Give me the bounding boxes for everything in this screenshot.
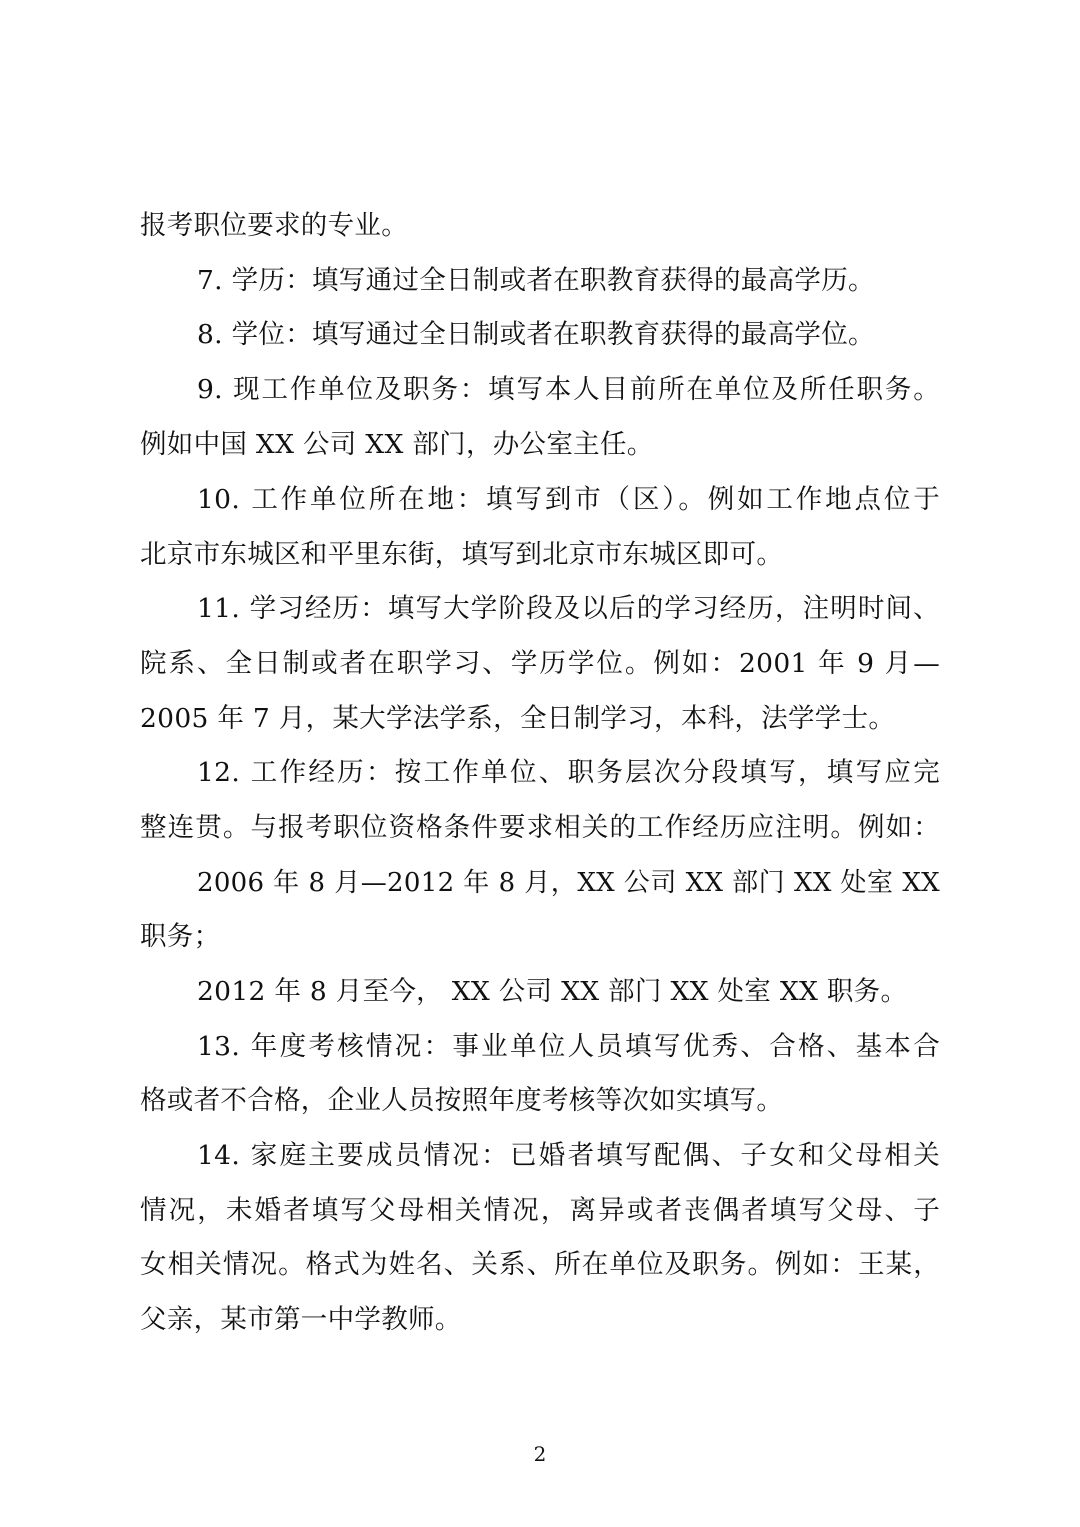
text-line: 14. 家庭主要成员情况：已婚者填写配偶、子女和父母相关 — [197, 1140, 940, 1171]
text-line: 2006 年 8 月—2012 年 8 月，XX 公司 XX 部门 XX 处室 XX — [197, 868, 940, 898]
text-line: 整连贯。与报考职位资格条件要求相关的工作经历应注明。例如： — [140, 812, 940, 843]
text-line: 11. 学习经历：填写大学阶段及以后的学习经历，注明时间、 — [197, 593, 940, 624]
text-line: 7. 学历：填写通过全日制或者在职教育获得的最高学历。 — [197, 265, 875, 296]
text-line: 职务； — [140, 921, 221, 952]
text-line: 2012 年 8 月至今， XX 公司 XX 部门 XX 处室 XX 职务。 — [197, 976, 908, 1007]
text-line: 院系、全日制或者在职学习、学历学位。例如：2001 年 9 月— — [140, 648, 940, 679]
text-line: 父亲，某市第一中学教师。 — [140, 1304, 462, 1335]
text-line: 8. 学位：填写通过全日制或者在职教育获得的最高学位。 — [197, 319, 875, 350]
text-line: 北京市东城区和平里东街，填写到北京市东城区即可。 — [140, 539, 784, 570]
page-number: 2 — [533, 1442, 547, 1466]
text-line: 2005 年 7 月，某大学法学系，全日制学习，本科，法学学士。 — [140, 703, 896, 734]
text-line: 女相关情况。格式为姓名、关系、所在单位及职务。例如：王某， — [140, 1249, 940, 1280]
text-line: 格或者不合格，企业人员按照年度考核等次如实填写。 — [140, 1085, 784, 1116]
text-line: 9. 现工作单位及职务：填写本人目前所在单位及所任职务。 — [197, 374, 940, 405]
text-line: 10. 工作单位所在地：填写到市（区）。例如工作地点位于 — [197, 484, 940, 515]
text-line: 报考职位要求的专业。 — [140, 210, 408, 241]
text-line: 例如中国 XX 公司 XX 部门，办公室主任。 — [140, 429, 654, 460]
text-line: 13. 年度考核情况：事业单位人员填写优秀、合格、基本合 — [197, 1031, 940, 1062]
text-line: 12. 工作经历：按工作单位、职务层次分段填写，填写应完 — [197, 757, 940, 788]
text-line: 情况，未婚者填写父母相关情况，离异或者丧偶者填写父母、子 — [140, 1195, 940, 1226]
